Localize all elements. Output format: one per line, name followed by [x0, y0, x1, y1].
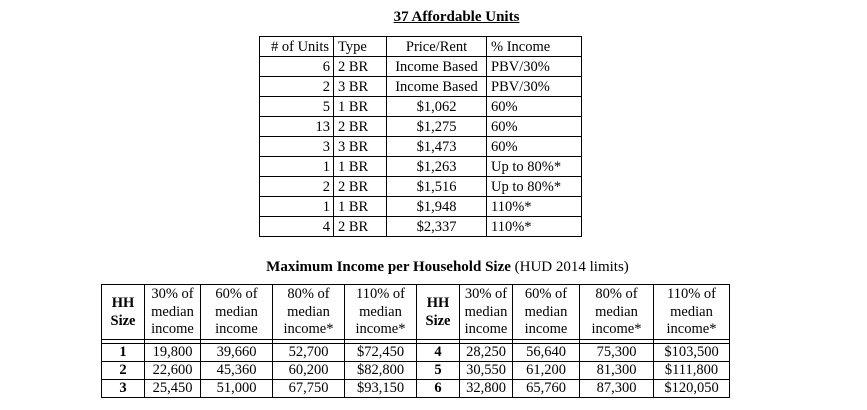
header-80pct-b: [580, 285, 654, 340]
income-30-cell: 19,800: [145, 344, 201, 362]
pct-cell: 110%*: [487, 197, 582, 217]
income-30-cell: 30,550: [460, 362, 513, 380]
units-cell: 1: [260, 157, 334, 177]
header-60pct: [201, 285, 273, 340]
price-cell: $1,062: [387, 97, 487, 117]
income-80-cell: 52,700: [273, 344, 345, 362]
income-80-cell: 75,300: [580, 344, 654, 362]
header-type: Type: [334, 37, 387, 57]
type-cell: 1 BR: [334, 97, 387, 117]
header-110b-l2: median: [670, 303, 713, 320]
header-80pct: [273, 285, 345, 340]
price-cell: Income Based: [387, 77, 487, 97]
pct-cell: 110%*: [487, 217, 582, 237]
hh-size-cell: 4: [417, 344, 460, 362]
header-60-l2: median: [215, 303, 258, 320]
type-cell: 3 BR: [334, 137, 387, 157]
pct-cell: 60%: [487, 117, 582, 137]
hh-size-cell: 2: [102, 362, 145, 380]
income-title-rest: (HUD 2014 limits): [510, 259, 629, 275]
table-row: [260, 217, 582, 237]
header-hh-line1: HH: [111, 295, 135, 311]
affordable-units-table: [259, 36, 582, 237]
income-60-cell: 61,200: [513, 362, 580, 380]
header-30pct-b: [460, 285, 513, 340]
income-60-cell: 65,760: [513, 380, 580, 398]
max-income-table: [101, 284, 730, 398]
table-row: [260, 77, 582, 97]
table-row: [260, 117, 582, 137]
pct-cell: Up to 80%*: [487, 177, 582, 197]
hh-size-cell: 5: [417, 362, 460, 380]
income-80-cell: 60,200: [273, 362, 345, 380]
income-30-cell: 28,250: [460, 344, 513, 362]
header-60b-l2: median: [524, 303, 568, 320]
units-table-header-row: [260, 37, 582, 57]
header-110b-l1: 110% of: [667, 286, 716, 303]
price-cell: $1,516: [387, 177, 487, 197]
header-num-units: # of Units: [260, 37, 334, 57]
header-hh-size: [102, 285, 145, 340]
header-hh-size-b: [417, 285, 460, 340]
header-110-l1: 110% of: [356, 286, 405, 303]
price-cell: $1,473: [387, 137, 487, 157]
header-80b-l1: 80% of: [595, 286, 638, 303]
table-row: [260, 57, 582, 77]
units-cell: 2: [260, 77, 334, 97]
header-30pct: [145, 285, 201, 340]
price-cell: $1,275: [387, 117, 487, 137]
income-60-cell: 56,640: [513, 344, 580, 362]
header-60b-l1: 60% of: [524, 286, 568, 303]
price-cell: $1,263: [387, 157, 487, 177]
type-cell: 2 BR: [334, 217, 387, 237]
income-60-cell: 39,660: [201, 344, 273, 362]
units-cell: 3: [260, 137, 334, 157]
header-110b-l3: income*: [666, 321, 717, 338]
units-cell: 4: [260, 217, 334, 237]
income-30-cell: 25,450: [145, 380, 201, 398]
header-30b-l1: 30% of: [464, 286, 508, 303]
header-80-l3: income*: [283, 321, 334, 338]
income-110-cell: $82,800: [345, 362, 417, 380]
table-row: [102, 344, 730, 362]
header-80b-l2: median: [595, 303, 638, 320]
income-110-cell: $111,800: [654, 362, 730, 380]
table-row: [260, 197, 582, 217]
header-30-l3: income: [151, 321, 194, 338]
header-30b-l2: median: [464, 303, 508, 320]
income-110-cell: $103,500: [654, 344, 730, 362]
hh-size-cell: 6: [417, 380, 460, 398]
income-110-cell: $120,050: [654, 380, 730, 398]
income-80-cell: 67,750: [273, 380, 345, 398]
pct-cell: PBV/30%: [487, 57, 582, 77]
hh-size-cell: 1: [102, 344, 145, 362]
header-80-l2: median: [287, 303, 330, 320]
table-row: [102, 380, 730, 398]
type-cell: 3 BR: [334, 77, 387, 97]
table-row: [260, 157, 582, 177]
header-hh-b-line2: Size: [425, 312, 451, 329]
pct-cell: 60%: [487, 97, 582, 117]
header-price-rent: Price/Rent: [387, 37, 487, 57]
units-cell: 6: [260, 57, 334, 77]
header-pct-income: % Income: [487, 37, 582, 57]
income-30-cell: 22,600: [145, 362, 201, 380]
header-60pct-b: [513, 285, 580, 340]
units-cell: 2: [260, 177, 334, 197]
header-110-l2: median: [359, 303, 402, 320]
income-80-cell: 81,300: [580, 362, 654, 380]
units-cell: 1: [260, 197, 334, 217]
income-table-title: [0, 259, 867, 276]
income-110-cell: $93,150: [345, 380, 417, 398]
income-80-cell: 87,300: [580, 380, 654, 398]
header-30-l1: 30% of: [151, 286, 194, 303]
pct-cell: PBV/30%: [487, 77, 582, 97]
type-cell: 2 BR: [334, 117, 387, 137]
header-110pct-b: [654, 285, 730, 340]
income-title-bold: Maximum Income per Household Size: [266, 259, 511, 275]
price-cell: $2,337: [387, 217, 487, 237]
header-30b-l3: income: [464, 321, 508, 338]
units-cell: 13: [260, 117, 334, 137]
header-60-l3: income: [215, 321, 258, 338]
hh-size-cell: 3: [102, 380, 145, 398]
header-110pct: [345, 285, 417, 340]
price-cell: Income Based: [387, 57, 487, 77]
header-80-l1: 80% of: [287, 286, 330, 303]
type-cell: 1 BR: [334, 197, 387, 217]
price-cell: $1,948: [387, 197, 487, 217]
header-110-l3: income*: [355, 321, 406, 338]
header-80b-l3: income*: [591, 321, 642, 338]
pct-cell: Up to 80%*: [487, 157, 582, 177]
income-table-header-row: [102, 285, 730, 340]
type-cell: 1 BR: [334, 157, 387, 177]
table-row: [260, 177, 582, 197]
table-row: [260, 137, 582, 157]
header-hh-line2: Size: [110, 312, 136, 329]
pct-cell: 60%: [487, 137, 582, 157]
header-hh-b-line1: HH: [426, 295, 450, 311]
header-60-l1: 60% of: [215, 286, 258, 303]
units-cell: 5: [260, 97, 334, 117]
table-row: [260, 97, 582, 117]
income-110-cell: $72,450: [345, 344, 417, 362]
income-60-cell: 51,000: [201, 380, 273, 398]
type-cell: 2 BR: [334, 57, 387, 77]
header-60b-l3: income: [524, 321, 568, 338]
type-cell: 2 BR: [334, 177, 387, 197]
income-30-cell: 32,800: [460, 380, 513, 398]
income-60-cell: 45,360: [201, 362, 273, 380]
units-table-title: 37 Affordable Units: [393, 9, 520, 25]
table-row: [102, 362, 730, 380]
header-30-l2: median: [151, 303, 194, 320]
